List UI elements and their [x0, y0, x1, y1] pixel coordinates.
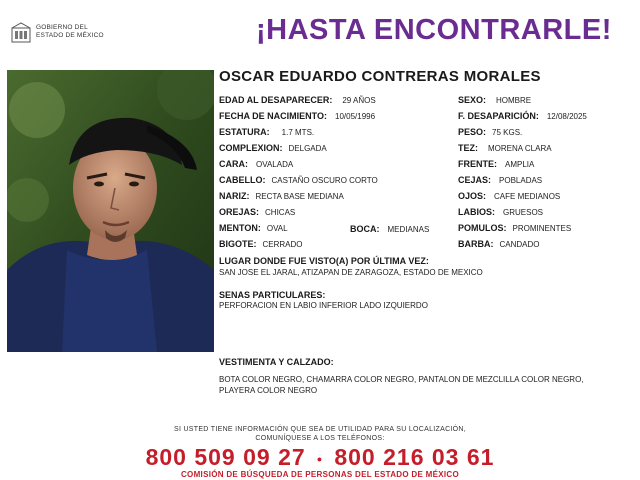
- value-edad: 29 AÑOS: [342, 96, 376, 105]
- field-ojos: [458, 191, 560, 202]
- value-cejas: POBLADAS: [499, 176, 543, 185]
- field-peso: [458, 127, 522, 138]
- value-nacimiento: 10/05/1996: [335, 112, 376, 121]
- value-cara: OVALADA: [256, 160, 294, 169]
- field-bigote: [219, 239, 303, 250]
- value-peso: 75 KGS.: [492, 128, 523, 137]
- value-pomulos: PROMINENTES: [512, 224, 572, 233]
- field-sexo: [458, 95, 531, 106]
- value-menton: OVAL: [266, 224, 288, 233]
- label-sexo: SEXO:: [458, 95, 487, 105]
- person-photo: [7, 70, 214, 352]
- field-cabello: [219, 175, 378, 186]
- field-barba: [458, 239, 540, 250]
- value-desaparicion: 12/08/2025: [546, 112, 587, 121]
- field-pomulos: [458, 223, 571, 234]
- state-emblem-icon: [10, 22, 32, 44]
- label-orejas: OREJAS:: [219, 207, 260, 217]
- field-desaparicion: [458, 111, 587, 122]
- gov-line-1: GOBIERNO DEL: [36, 24, 88, 31]
- footer-note-line2: COMUNÍQUESE A LOS TELÉFONOS:: [255, 435, 385, 442]
- label-boca: BOCA:: [350, 224, 380, 234]
- field-boca: [350, 224, 429, 235]
- field-edad: [219, 95, 376, 106]
- value-barba: CANDADO: [499, 240, 540, 249]
- field-complexion: [219, 143, 327, 154]
- field-labios: [458, 207, 543, 218]
- person-name: OSCAR EDUARDO CONTRERAS MORALES: [219, 68, 541, 85]
- field-estatura: [219, 127, 314, 138]
- label-cejas: CEJAS:: [458, 175, 492, 185]
- value-sexo: HOMBRE: [496, 96, 532, 105]
- value-complexion: DELGADA: [288, 144, 327, 153]
- phone-numbers: [0, 444, 640, 471]
- senas-title: SENAS PARTICULARES:: [219, 290, 326, 300]
- value-frente: AMPLIA: [505, 160, 535, 169]
- label-desaparicion: F. DESAPARICIÓN:: [458, 111, 539, 121]
- label-menton: MENTON:: [219, 223, 261, 233]
- field-menton: [219, 223, 288, 234]
- label-nariz: NARIZ:: [219, 191, 250, 201]
- label-tez: TEZ:: [458, 143, 478, 153]
- label-pomulos: POMULOS:: [458, 223, 507, 233]
- value-nariz: RECTA BASE MEDIANA: [255, 192, 344, 201]
- phone-2[interactable]: 800 216 03 61: [334, 444, 495, 470]
- field-frente: [458, 159, 534, 170]
- value-labios: GRUESOS: [503, 208, 544, 217]
- value-ojos: CAFE MEDIANOS: [494, 192, 561, 201]
- commission-name: COMISIÓN DE BÚSQUEDA DE PERSONAS DEL ESTADO DE MÉXICO: [180, 470, 459, 479]
- government-logo: [10, 22, 120, 46]
- label-complexion: COMPLEXION:: [219, 143, 283, 153]
- government-name: [36, 24, 104, 40]
- senas-text: PERFORACION EN LABIO INFERIOR LADO IZQUIERDO: [219, 301, 428, 310]
- field-orejas: [219, 207, 295, 218]
- phone-separator: •: [317, 450, 323, 467]
- footer-note-line1: SI USTED TIENE INFORMACIÓN QUE SEA DE UTILIDAD PARA SU LOCALIZACIÓN,: [173, 426, 467, 433]
- vestimenta-text: BOTA COLOR NEGRO, CHAMARRA COLOR NEGRO, PANTALON DE MEZCLILLA COLOR NEGRO, PLAYERA COLOR NEGRO: [219, 375, 584, 395]
- label-ojos: OJOS:: [458, 191, 487, 201]
- value-tez: MORENA CLARA: [488, 144, 552, 153]
- field-nacimiento: [219, 111, 375, 122]
- lugar-title: LUGAR DONDE FUE VISTO(A) POR ÚLTIMA VEZ:: [219, 256, 429, 266]
- value-estatura: 1.7 MTS.: [281, 128, 315, 137]
- lugar-text: SAN JOSE EL JARAL, ATIZAPAN DE ZARAGOZA, ESTADO DE MEXICO: [219, 268, 483, 277]
- label-edad: EDAD AL DESAPARECER:: [219, 95, 333, 105]
- value-orejas: CHICAS: [265, 208, 296, 217]
- value-cabello: CASTAÑO OSCURO CORTO: [271, 176, 378, 185]
- label-nacimiento: FECHA DE NACIMIENTO:: [219, 111, 327, 121]
- field-cejas: [458, 175, 542, 186]
- label-estatura: ESTATURA:: [219, 127, 270, 137]
- field-tez: [458, 143, 552, 154]
- phone-1[interactable]: 800 509 09 27: [145, 444, 306, 470]
- portrait-image: [7, 70, 214, 352]
- label-cara: CARA:: [219, 159, 248, 169]
- headline: ¡HASTA ENCONTRARLE!: [256, 14, 612, 46]
- label-barba: BARBA:: [458, 239, 494, 249]
- field-cara: [219, 159, 293, 170]
- value-bigote: CERRADO: [262, 240, 303, 249]
- label-frente: FRENTE:: [458, 159, 497, 169]
- field-nariz: [219, 191, 344, 202]
- vestimenta-title: VESTIMENTA Y CALZADO:: [219, 357, 334, 367]
- label-cabello: CABELLO:: [219, 175, 266, 185]
- gov-line-2: ESTADO DE MÉXICO: [36, 32, 104, 39]
- value-boca: MEDIANAS: [387, 225, 430, 234]
- label-labios: LABIOS:: [458, 207, 495, 217]
- label-peso: PESO:: [458, 127, 487, 137]
- label-bigote: BIGOTE:: [219, 239, 257, 249]
